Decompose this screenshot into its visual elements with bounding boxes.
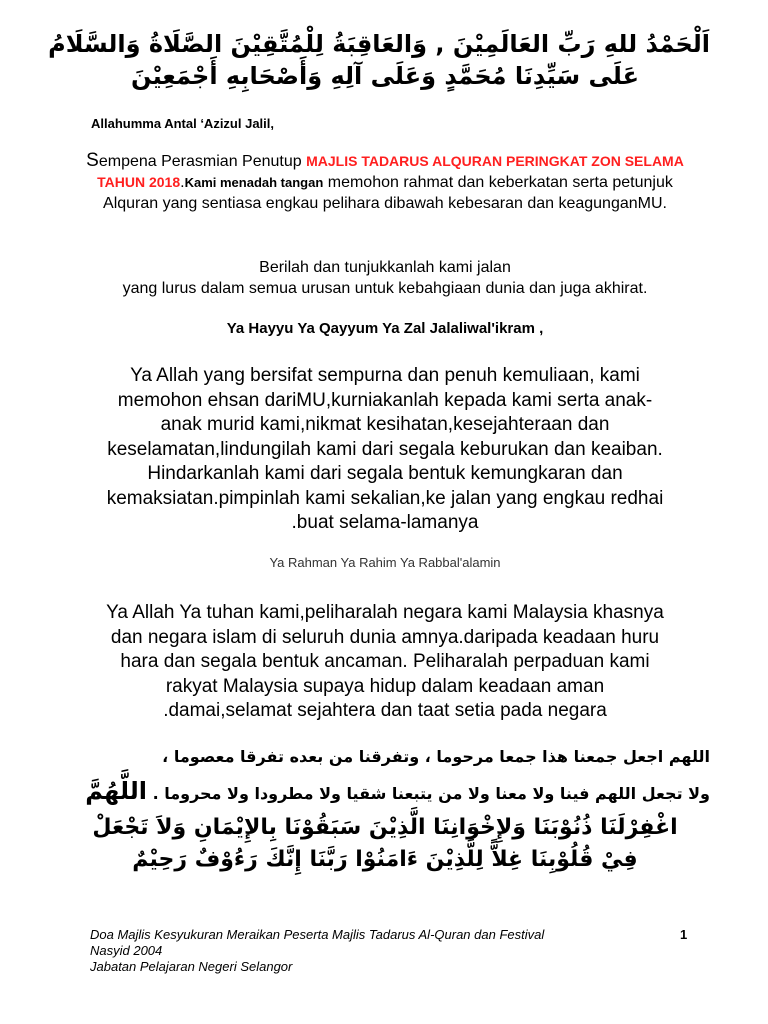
footer-line-2: Nasyid 2004 bbox=[90, 943, 163, 958]
salutation: Allahumma Antal ‘Azizul Jalil, bbox=[91, 116, 274, 131]
guidance-line-1: Berilah dan tunjukkanlah kami jalan bbox=[259, 259, 511, 276]
prayer-1-line: keselamatan,lindungilah kami dari segala keburukan dan keaiban. bbox=[107, 438, 663, 460]
footer-line-1: Doa Majlis Kesyukuran Meraikan Peserta Majlis Tadarus Al-Quran dan Festival bbox=[90, 927, 545, 942]
arabic-closing-line-2 bbox=[70, 774, 710, 811]
arabic-allahumma: اللَّهُمَّ bbox=[85, 777, 147, 805]
page-number: 1 bbox=[680, 927, 688, 942]
prayer-2-line: dan negara islam di seluruh dunia amnya.daripada keadaan huru bbox=[110, 626, 660, 648]
prayer-1-line: .buat selama-lamanya bbox=[291, 512, 479, 533]
guidance-line-2: yang lurus dalam semua urusan untuk kebahgiaan dunia dan juga akhirat. bbox=[122, 280, 648, 297]
prayer-2-line: .damai,selamat sejahtera dan taat setia pada negara bbox=[163, 700, 607, 721]
prayer-1-line: Ya Allah yang bersifat sempurna dan penuh kemuliaan, kami bbox=[130, 365, 640, 386]
occasion-period: . bbox=[180, 174, 185, 191]
asma-ul-husna-heading-2: Ya Rahman Ya Rahim Ya Rabbal'alamin bbox=[269, 555, 501, 570]
footer-line-3: Jabatan Pelajaran Negeri Selangor bbox=[90, 959, 293, 974]
arabic-quran-line-2: فِيْ قُلُوْبِنَا غِلاًّ لِلَّذِيْنَ ءَامَنُوْا رَبَّنَا إِنَّكَ رَءُوْفٌ رَحِيْمٌ bbox=[132, 847, 638, 872]
asma-ul-husna-heading-1: Ya Hayyu Ya Qayyum Ya Zal Jalaliwal'ikram , bbox=[226, 320, 544, 337]
arabic-closing-line-2-text: ولا تجعل اللهم فينا ولا معنا ولا من يتبعنا شقيا ولا مطرودا ولا محروما . bbox=[152, 784, 710, 803]
arabic-quran-verse bbox=[60, 812, 710, 876]
prayer-1-line: Hindarkanlah kami dari segala bentuk kemungkaran dan bbox=[147, 463, 623, 484]
prayer-1-line: anak murid kami,nikmat kesihatan,kesejahteraan dan bbox=[160, 414, 610, 435]
occasion-phrase-small: Kami menadah tangan bbox=[184, 175, 324, 190]
arabic-closing-line-1: اللهم اجعل جمعنا هذا جمعا مرحوما ، وتفرقنا من بعده تفرقا معصوما ، bbox=[162, 747, 710, 766]
prayer-2-line: Ya Allah Ya tuhan kami,peliharalah negara kami Malaysia khasnya bbox=[106, 602, 664, 623]
occasion-intro: empena Perasmian Penutup bbox=[98, 153, 307, 170]
arabic-closing-prayer bbox=[70, 740, 710, 811]
occasion-paragraph bbox=[80, 150, 690, 214]
prayer-paragraph-1 bbox=[88, 364, 682, 536]
arabic-quran-line-1: اغْفِرْلَنَا ذُنُوْبَنَا وَلإِخْوَانِنَا الَّذِيْنَ سَبَقُوْنَا بِالإِيْمَانِ وَلاَ تَجْعَلْ bbox=[92, 815, 678, 840]
prayer-2-line: hara dan segala bentuk ancaman. Peliharalah perpaduan kami bbox=[120, 651, 650, 672]
occasion-phrase-rest: memohon rahmat dan keberkatan serta petunjuk Alquran yang sentiasa engkau pelihara dibawah kebesaran dan keagunganMU. bbox=[103, 174, 673, 212]
arabic-opening-praise bbox=[48, 28, 710, 92]
arabic-opening-line-1: اَلْحَمْدُ للهِ رَبِّ العَالَمِيْنَ , وَالعَاقِبَةُ لِلْمُتَّقِيْنَ الصَّلَاةُ وَالسَّلَامُ bbox=[48, 30, 710, 58]
event-name: MAJLIS TADARUS ALQURAN PERINGKAT ZON SELAMA TAHUN 2018 bbox=[97, 153, 684, 190]
prayer-1-line: kemaksiatan.pimpinlah kami sekalian,ke jalan yang engkau redhai bbox=[106, 487, 664, 509]
occasion-first-letter: S bbox=[86, 150, 99, 171]
guidance-paragraph bbox=[80, 257, 690, 299]
prayer-2-line: rakyat Malaysia supaya hidup dalam keadaan aman bbox=[165, 675, 605, 697]
prayer-paragraph-2 bbox=[88, 601, 682, 724]
prayer-1-line: memohon ehsan dariMU,kurniakanlah kepada kami serta anak- bbox=[117, 389, 653, 411]
page-footer bbox=[90, 927, 650, 975]
arabic-opening-line-2: عَلَى سَيِّدِنَا مُحَمَّدٍ وَعَلَى آلِهِ وَأَصْحَابِهِ أَجْمَعِيْنَ bbox=[131, 62, 639, 90]
